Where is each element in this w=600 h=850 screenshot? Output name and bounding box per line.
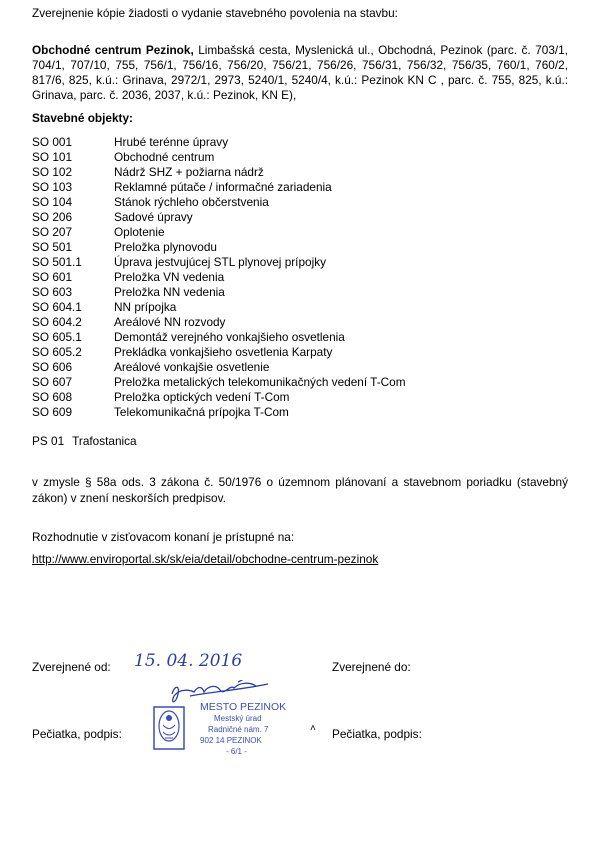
objects-list [32, 135, 572, 420]
tick-mark: ˄ [310, 723, 316, 734]
handwritten-date-text: 15. 04. 2016 [134, 651, 243, 671]
object-name: Sadové úpravy [114, 210, 193, 224]
objects-heading: Stavebné objekty: [32, 111, 133, 125]
object-code: SO 605.1 [32, 330, 82, 344]
published-to-label: Zverejnené do: [332, 660, 411, 674]
stamp-line2: Radničné nám. 7 [208, 725, 269, 734]
object-name: Telekomunikačná prípojka T-Com [114, 405, 289, 419]
object-code: SO 101 [32, 150, 73, 164]
object-name: Nádrž SHZ + požiarna nádrž [114, 165, 264, 179]
object-name: Preložka VN vedenia [114, 270, 225, 284]
project-paragraph [32, 43, 568, 103]
object-code: SO 607 [32, 375, 73, 389]
object-row [32, 135, 572, 150]
object-row [32, 360, 572, 375]
object-row [32, 390, 572, 405]
enviroportal-link[interactable]: http://www.enviroportal.sk/sk/eia/detail/obchodne-centrum-pezinok [32, 552, 379, 566]
object-row [32, 255, 572, 270]
project-name: Obchodné centrum Pezinok, [32, 43, 194, 57]
object-name: Reklamné pútače / informačné zariadenia [114, 180, 332, 194]
ps-line [32, 434, 137, 448]
object-code: SO 104 [32, 195, 73, 209]
stamp-line1: Mestský úrad [214, 714, 262, 723]
project-description: Limbašská cesta, Myslenická ul., Obchodná, Pezinok (parc. č. 703/1, 704/1, 707/10, 755, 756/1, 756/16, 756/20, 756/21, 756/26, 756/31, 756/32, 756/35, 760/1, 760/2, 817/6, 825, k.ú.: Grinava, 2972/1, 2973, 5240/1, 5240/4, k.ú.: Pezinok KN C , parc. č. 755, 825, k.ú.: Grinava, parc. č. 2036, 2037, k.ú.: Pezinok, KN E), [32, 43, 568, 102]
object-name: Areálové vonkajšie osvetlenie [114, 360, 270, 374]
signature-label-right: Pečiatka, podpis: [332, 727, 422, 741]
object-name: Preložka metalických telekomunikačných vedení T-Com [114, 375, 406, 389]
object-row [32, 315, 572, 330]
object-code: SO 001 [32, 135, 73, 149]
object-code: SO 608 [32, 390, 73, 404]
stamp-title: MESTO PEZINOK [200, 701, 287, 713]
object-row [32, 195, 572, 210]
object-row [32, 270, 572, 285]
object-row [32, 180, 572, 195]
object-code: SO 501.1 [32, 255, 82, 269]
object-row [32, 345, 572, 360]
signature-label-left: Pečiatka, podpis: [32, 727, 122, 741]
object-name: NN prípojka [114, 300, 177, 314]
object-code: SO 102 [32, 165, 73, 179]
object-name: Oplotenie [114, 225, 165, 239]
ps-code: PS 01 [32, 434, 65, 448]
decision-text: Rozhodnutie v zisťovacom konaní je prístupné na: [32, 530, 295, 544]
object-name: Demontáž verejného vonkajšieho osvetlenia [114, 330, 345, 344]
object-name: Preložka NN vedenia [114, 285, 225, 299]
object-row [32, 225, 572, 240]
object-code: SO 206 [32, 210, 73, 224]
object-row [32, 330, 572, 345]
object-name: Prekládka vonkajšieho osvetlenia Karpaty [114, 345, 333, 359]
signature-scribble [172, 680, 268, 702]
object-row [32, 375, 572, 390]
object-row [32, 285, 572, 300]
object-name: Hrubé terénne úpravy [114, 135, 229, 149]
intro-text: Zverejnenie kópie žiadosti o vydanie stavebného povolenia na stavbu: [32, 6, 398, 20]
object-row [32, 210, 572, 225]
stamp-line4: - 6/1 - [226, 747, 247, 756]
object-name: Preložka plynovodu [114, 240, 217, 254]
object-code: SO 601 [32, 270, 73, 284]
object-row [32, 405, 572, 420]
object-code: SO 207 [32, 225, 73, 239]
object-name: Stánok rýchleho občerstvenia [114, 195, 269, 209]
object-code: SO 603 [32, 285, 73, 299]
coat-of-arms-icon [154, 707, 184, 749]
object-name: Obchodné centrum [114, 150, 215, 164]
object-code: SO 609 [32, 405, 73, 419]
object-name: Úprava jestvujúcej STL plynovej prípojky [114, 255, 327, 269]
law-paragraph: v zmysle § 58a ods. 3 zákona č. 50/1976 o územnom plánovaní a stavebnom poriadku (stavebný zákon) v znení neskorších predpisov. [32, 475, 568, 505]
object-code: SO 606 [32, 360, 73, 374]
official-stamp [150, 680, 320, 765]
object-name: Areálové NN rozvody [114, 315, 226, 329]
object-code: SO 604.1 [32, 300, 82, 314]
object-code: SO 501 [32, 240, 73, 254]
stamp-line3: 902 14 PEZINOK [200, 736, 262, 745]
object-name: Preložka optických vedení T-Com [114, 390, 290, 404]
object-code: SO 103 [32, 180, 73, 194]
ps-name: Trafostanica [72, 434, 137, 448]
object-code: SO 605.2 [32, 345, 82, 359]
handwritten-date [132, 647, 268, 673]
object-row [32, 300, 572, 315]
object-row [32, 165, 572, 180]
object-row [32, 240, 572, 255]
object-code: SO 604.2 [32, 315, 82, 329]
published-from-label: Zverejnené od: [32, 660, 111, 674]
object-row [32, 150, 572, 165]
